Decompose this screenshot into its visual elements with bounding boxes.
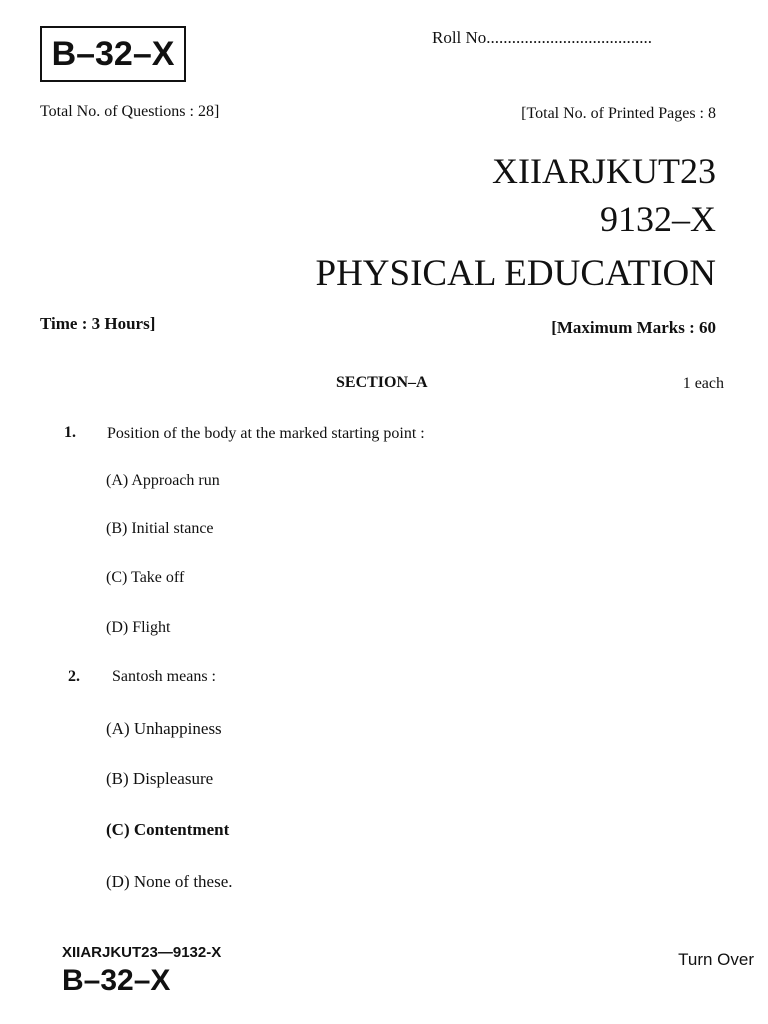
option-item: (A) Approach run [106,472,220,489]
option-item: (D) Flight [106,619,171,636]
option-item: (C) Take off [106,569,185,586]
turn-over-label: Turn Over [678,950,754,969]
footer-reference: XIIARJKUT23—9132-X [62,944,222,961]
question-text: Position of the body at the marked starting point : [107,425,425,442]
option-item: (C) Contentment [106,820,230,839]
footer-paper-code: B–32–X [62,964,171,997]
option-item: (B) Initial stance [106,520,214,537]
section-title: SECTION–A [336,374,428,391]
exam-code: XIIARJKUT23 [492,151,716,191]
exam-time: Time : 3 Hours] [40,314,156,333]
question-text: Santosh means : [112,668,216,685]
question-number: 1. [64,424,76,441]
maximum-marks: [Maximum Marks : 60 [551,318,716,337]
subject-title: PHYSICAL EDUCATION [315,253,716,294]
paper-code-box: B–32–X [40,26,186,82]
section-marks: 1 each [682,375,724,392]
option-item: (D) None of these. [106,872,233,891]
subject-code: 9132–X [600,199,716,239]
option-item: (B) Displeasure [106,769,214,788]
option-item: (A) Unhappiness [106,719,222,738]
roll-number-field: Roll No....................................... [432,28,653,47]
question-number: 2. [68,668,80,685]
printed-pages: [Total No. of Printed Pages : 8 [521,105,716,122]
total-questions: Total No. of Questions : 28] [40,103,220,120]
